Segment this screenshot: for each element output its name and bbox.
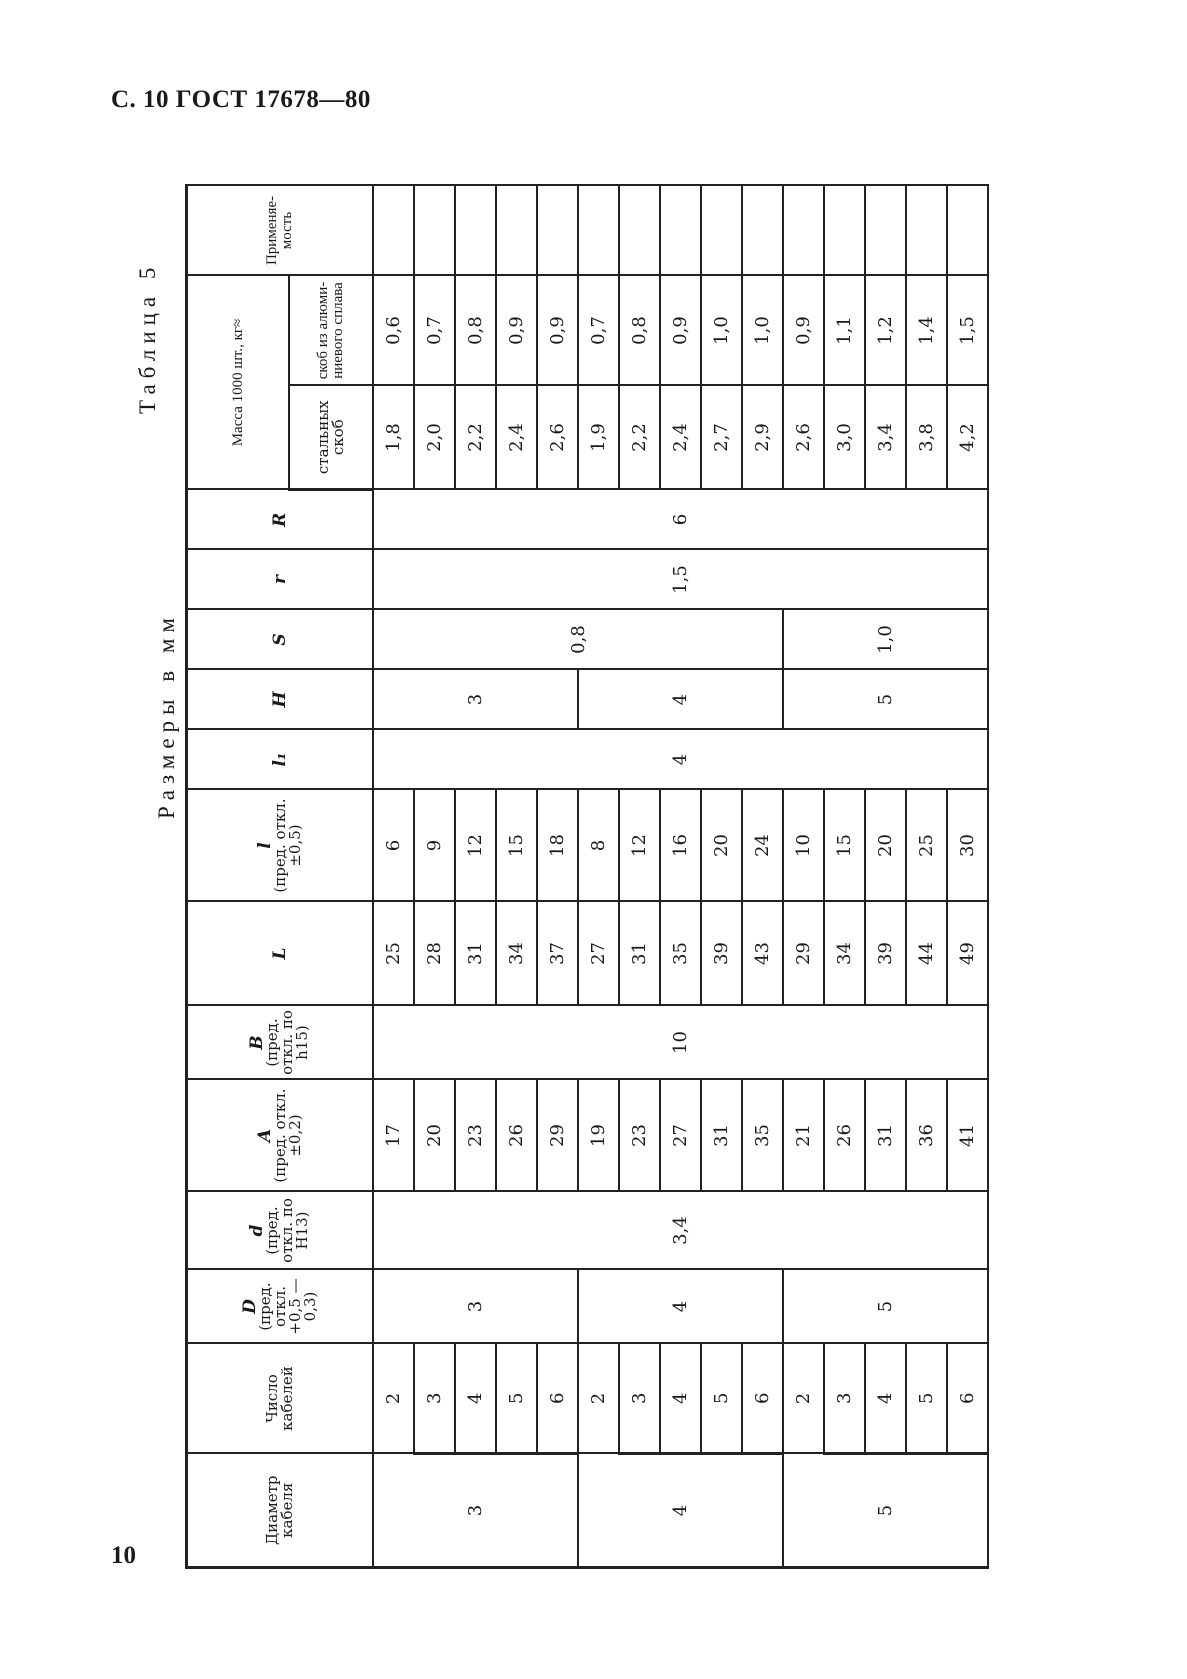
cell-aluminum: 0,9 [537,276,578,386]
cell-A: 21 [783,1080,824,1192]
cell-steel: 2,4 [496,386,537,490]
cell-L: 31 [619,902,660,1006]
header-B-symbol: B [247,1035,267,1050]
header-l [187,790,374,902]
cell-A: 36 [906,1080,947,1192]
cell-aluminum: 1,0 [742,276,783,386]
cell-l: 25 [906,790,947,902]
cell-A: 19 [578,1080,619,1192]
cell-count: 4 [865,1344,906,1454]
cell-aluminum: 1,0 [701,276,742,386]
cell-applicability [578,186,619,276]
cell-count: 5 [496,1344,537,1454]
table-row [619,186,660,1568]
header-r-symbol: r [269,575,290,584]
header-d-symbol: d [247,1224,267,1237]
cell-steel: 2,2 [455,386,496,490]
header-L [187,902,374,1006]
cell-l: 18 [537,790,578,902]
cell-diameter: 5 [783,1454,988,1568]
cell-l: 16 [660,790,701,902]
cell-steel: 2,6 [537,386,578,490]
cell-steel: 3,4 [865,386,906,490]
cell-S: 1,0 [783,610,988,670]
cell-l: 24 [742,790,783,902]
dimensions-caption: Размеры в мм [154,612,179,819]
cell-applicability [455,186,496,276]
cell-l: 30 [947,790,988,902]
cell-R: 6 [373,490,988,550]
header-cable-diameter: Диаметр кабеля [187,1454,374,1568]
cell-l: 12 [619,790,660,902]
header-D-symbol: D [239,1299,260,1314]
header-R-symbol: R [269,512,290,527]
cell-steel: 2,6 [783,386,824,490]
table-row [701,186,742,1568]
cell-aluminum: 0,9 [496,276,537,386]
cell-l: 9 [414,790,455,902]
header-l-note: (пред. откл. ±0,5) [270,798,304,893]
cell-L: 28 [414,902,455,1006]
cell-l: 15 [824,790,865,902]
cell-steel: 4,2 [947,386,988,490]
header-L-symbol: L [269,947,290,960]
table-row [947,186,988,1568]
cell-A: 26 [496,1080,537,1192]
cell-D: 4 [578,1270,783,1344]
cell-aluminum: 0,8 [455,276,496,386]
cell-applicability [414,186,455,276]
cell-l: 15 [496,790,537,902]
header-l-symbol: l [254,842,275,849]
cell-applicability [783,186,824,276]
cell-L: 25 [373,902,414,1006]
cell-diameter: 3 [373,1454,578,1568]
cell-count: 4 [455,1344,496,1454]
cell-count: 6 [537,1344,578,1454]
cell-applicability [496,186,537,276]
cell-A: 26 [824,1080,865,1192]
cell-L: 27 [578,902,619,1006]
cell-l1: 4 [373,730,988,790]
cell-A: 31 [865,1080,906,1192]
cell-applicability [619,186,660,276]
header-A-symbol: A [254,1128,275,1143]
dimensions-table [185,185,989,1570]
cell-H: 3 [373,670,578,730]
cell-count: 5 [906,1344,947,1454]
header-B [187,1006,374,1080]
header-mass: Масса 1000 шт., кг≈ [187,276,290,490]
table-row [906,186,947,1568]
cell-l: 20 [865,790,906,902]
cell-aluminum: 0,7 [414,276,455,386]
cell-A: 17 [373,1080,414,1192]
cell-steel: 2,9 [742,386,783,490]
cell-D: 3 [373,1270,578,1344]
cell-count: 2 [783,1344,824,1454]
cell-L: 34 [824,902,865,1006]
header-S [187,610,374,670]
cell-S: 0,8 [373,610,783,670]
table-row [660,186,701,1568]
header-cable-count: Число кабелей [187,1344,374,1454]
cell-A: 27 [660,1080,701,1192]
cell-count: 2 [373,1344,414,1454]
cell-l: 6 [373,790,414,902]
cell-aluminum: 0,9 [660,276,701,386]
cell-count: 5 [701,1344,742,1454]
header-H-symbol: H [269,691,290,708]
cell-aluminum: 0,8 [619,276,660,386]
cell-applicability [742,186,783,276]
cell-aluminum: 0,6 [373,276,414,386]
header-l1-symbol: l₁ [269,752,290,767]
cell-A: 23 [455,1080,496,1192]
cell-steel: 1,8 [373,386,414,490]
cell-A: 29 [537,1080,578,1192]
header-D-note: (пред. откл. +0,5 —0,3) [255,1278,319,1335]
cell-applicability [373,186,414,276]
header-R [187,490,374,550]
cell-count: 3 [619,1344,660,1454]
cell-L: 29 [783,902,824,1006]
table-row [537,186,578,1568]
cell-L: 39 [865,902,906,1006]
cell-applicability [947,186,988,276]
header-d-note: (пред. откл. по Н13) [263,1198,311,1263]
page-header: С. 10 ГОСТ 17678—80 [111,86,371,113]
cell-A: 41 [947,1080,988,1192]
cell-D: 5 [783,1270,988,1344]
table-row [496,186,537,1568]
cell-count: 2 [578,1344,619,1454]
cell-d: 3,4 [373,1192,988,1270]
cell-A: 35 [742,1080,783,1192]
cell-l: 10 [783,790,824,902]
cell-steel: 2,0 [414,386,455,490]
cell-L: 49 [947,902,988,1006]
header-r [187,550,374,610]
cell-applicability [660,186,701,276]
header-B-note: (пред. откл. по h15) [263,1010,311,1075]
cell-A: 31 [701,1080,742,1192]
cell-L: 44 [906,902,947,1006]
rotated-table-block [135,185,1048,1569]
cell-L: 43 [742,902,783,1006]
cell-L: 35 [660,902,701,1006]
table-row [578,186,619,1568]
header-steel: стальных скоб [289,386,373,490]
cell-count: 3 [824,1344,865,1454]
cell-l: 8 [578,790,619,902]
table-body [373,186,988,1568]
header-applicability: Применяе-мость [187,186,374,276]
cell-H: 4 [578,670,783,730]
cell-aluminum: 0,9 [783,276,824,386]
table-row [414,186,455,1568]
table-title: Таблица 5 [135,261,160,414]
header-l1 [187,730,374,790]
header-d [187,1192,374,1270]
cell-steel: 2,7 [701,386,742,490]
cell-aluminum: 1,2 [865,276,906,386]
header-H [187,670,374,730]
cell-applicability [906,186,947,276]
cell-steel: 1,9 [578,386,619,490]
table-row [455,186,496,1568]
cell-count: 3 [414,1344,455,1454]
cell-steel: 2,2 [619,386,660,490]
cell-count: 4 [660,1344,701,1454]
cell-applicability [701,186,742,276]
cell-L: 34 [496,902,537,1006]
page-number: 10 [111,1542,136,1569]
header-A [187,1080,374,1192]
cell-steel: 2,4 [660,386,701,490]
cell-B: 10 [373,1006,988,1080]
cell-diameter: 4 [578,1454,783,1568]
cell-aluminum: 1,1 [824,276,865,386]
header-A-note: (пред. откл. ±0,2) [270,1088,304,1183]
table-row [783,186,824,1568]
table-row [373,186,414,1568]
table-row [824,186,865,1568]
cell-count: 6 [742,1344,783,1454]
cell-L: 31 [455,902,496,1006]
cell-l: 20 [701,790,742,902]
cell-L: 37 [537,902,578,1006]
table-row [742,186,783,1568]
cell-l: 12 [455,790,496,902]
cell-A: 23 [619,1080,660,1192]
header-D [187,1270,374,1344]
header-aluminum: скоб из алюми-ниевого сплава [289,276,373,386]
cell-aluminum: 1,5 [947,276,988,386]
cell-steel: 3,8 [906,386,947,490]
cell-applicability [865,186,906,276]
cell-A: 20 [414,1080,455,1192]
table-row [865,186,906,1568]
cell-applicability [824,186,865,276]
cell-count: 6 [947,1344,988,1454]
cell-H: 5 [783,670,988,730]
cell-r: 1,5 [373,550,988,610]
header-S-symbol: S [269,633,290,646]
cell-L: 39 [701,902,742,1006]
cell-steel: 3,0 [824,386,865,490]
cell-applicability [537,186,578,276]
cell-aluminum: 1,4 [906,276,947,386]
cell-aluminum: 0,7 [578,276,619,386]
